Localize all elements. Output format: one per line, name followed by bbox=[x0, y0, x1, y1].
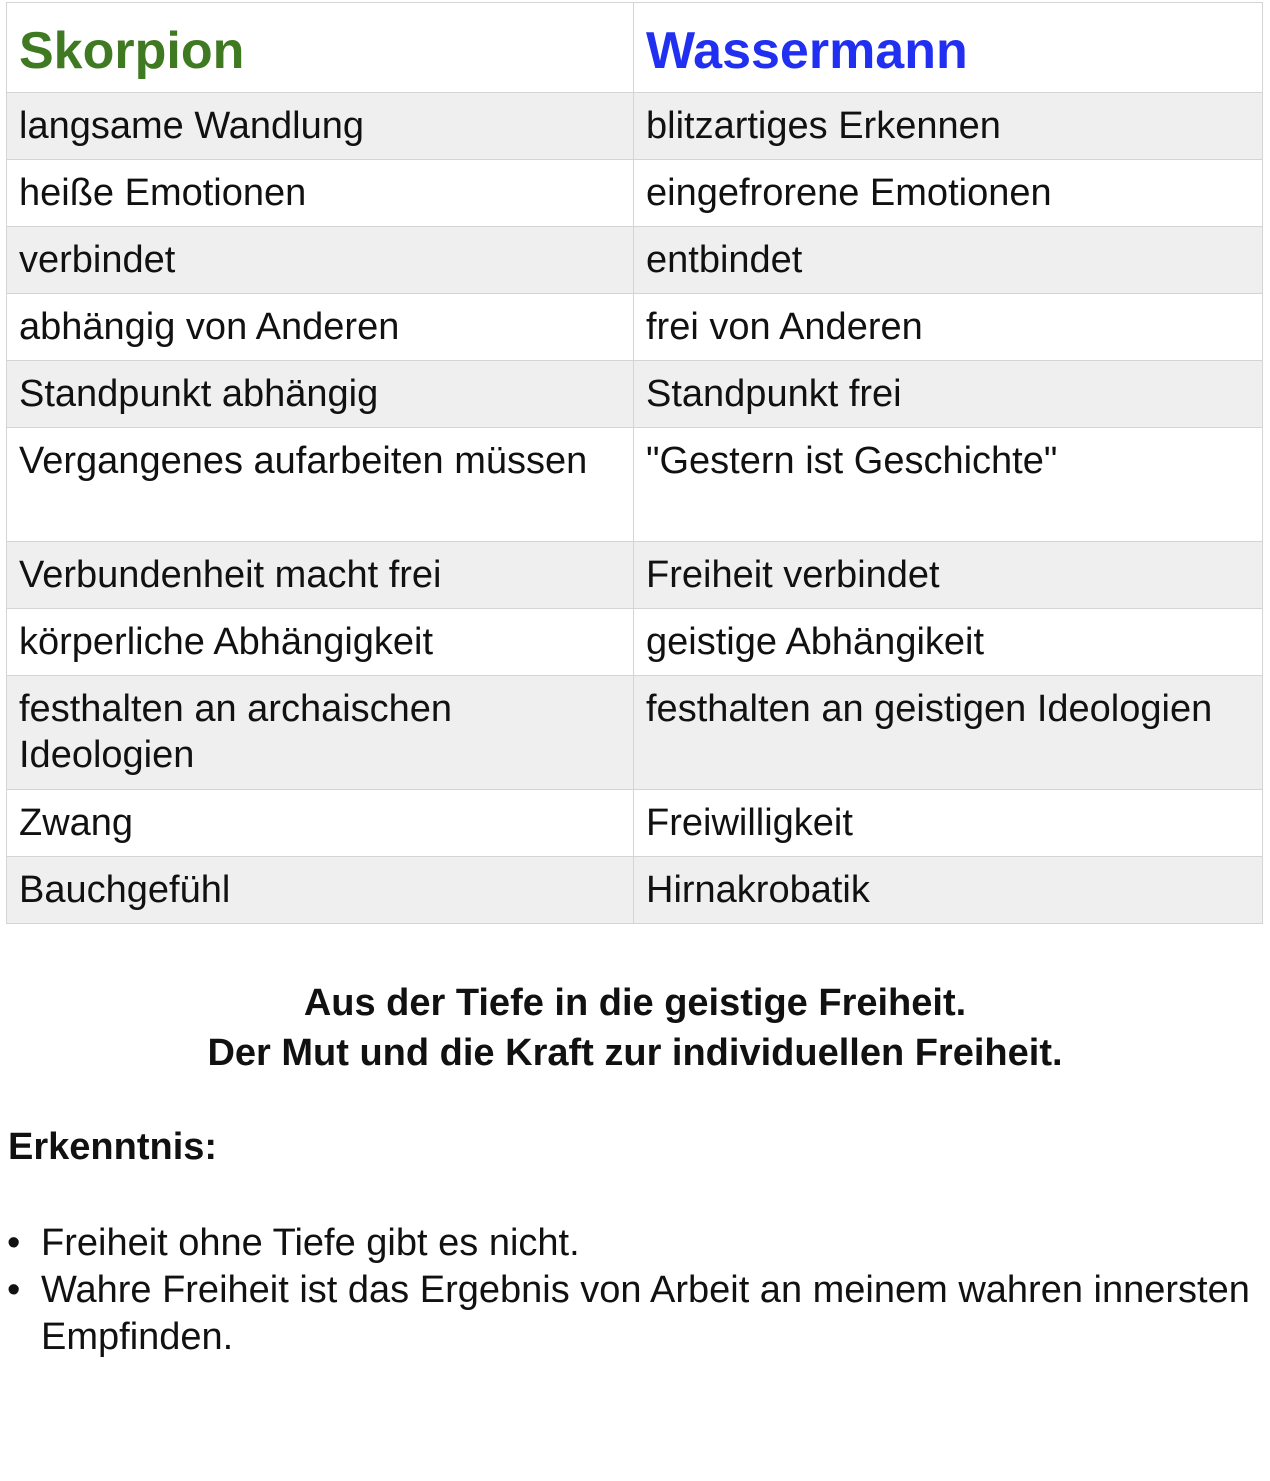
cell-wassermann: entbindet bbox=[634, 227, 1263, 294]
table-row bbox=[7, 93, 1263, 160]
cell-wassermann: blitzartiges Erkennen bbox=[634, 93, 1263, 160]
cell-skorpion: festhalten an archaischen Ideologien bbox=[7, 676, 634, 790]
table-row bbox=[7, 857, 1263, 924]
cell-skorpion: heiße Emotionen bbox=[7, 160, 634, 227]
table-row bbox=[7, 227, 1263, 294]
cell-wassermann: "Gestern ist Geschichte" bbox=[634, 428, 1263, 542]
cell-skorpion: Standpunkt abhängig bbox=[7, 361, 634, 428]
motto bbox=[0, 978, 1270, 1078]
list-item bbox=[0, 1220, 1250, 1267]
cell-wassermann: geistige Abhängikeit bbox=[634, 609, 1263, 676]
table-row bbox=[7, 790, 1263, 857]
header-wassermann: Wassermann bbox=[634, 3, 1263, 93]
insight-list bbox=[0, 1220, 1250, 1361]
motto-line: Der Mut und die Kraft zur individuellen Freiheit. bbox=[207, 1032, 1063, 1074]
cell-wassermann: Hirnakrobatik bbox=[634, 857, 1263, 924]
comparison-table bbox=[6, 2, 1263, 924]
table-row bbox=[7, 428, 1263, 542]
cell-skorpion: langsame Wandlung bbox=[7, 93, 634, 160]
list-item bbox=[0, 1267, 1250, 1361]
cell-wassermann: eingefrorene Emotionen bbox=[634, 160, 1263, 227]
motto-line: Aus der Tiefe in die geistige Freiheit. bbox=[303, 982, 967, 1024]
cell-skorpion: Vergangenes aufarbeiten müssen bbox=[7, 428, 634, 542]
table-header-row bbox=[7, 3, 1263, 93]
table-row bbox=[7, 676, 1263, 790]
table-row bbox=[7, 160, 1263, 227]
list-item-text: Wahre Freiheit ist das Ergebnis von Arbeit an meinem wahren innersten Empfinden. bbox=[41, 1269, 1250, 1358]
cell-wassermann: frei von Anderen bbox=[634, 294, 1263, 361]
cell-skorpion: Verbundenheit macht frei bbox=[7, 542, 634, 609]
cell-wassermann: Freiheit verbindet bbox=[634, 542, 1263, 609]
table-row bbox=[7, 542, 1263, 609]
bullet-point: • bbox=[7, 1222, 21, 1264]
cell-wassermann: festhalten an geistigen Ideologien bbox=[634, 676, 1263, 790]
list-item-text: Freiheit ohne Tiefe gibt es nicht. bbox=[41, 1222, 580, 1264]
cell-skorpion: verbindet bbox=[7, 227, 634, 294]
table-row bbox=[7, 294, 1263, 361]
cell-skorpion: Zwang bbox=[7, 790, 634, 857]
insight-heading: Erkenntnis: bbox=[8, 1126, 218, 1168]
table-row bbox=[7, 609, 1263, 676]
cell-skorpion: Bauchgefühl bbox=[7, 857, 634, 924]
bullet-point: • bbox=[7, 1269, 21, 1311]
cell-wassermann: Standpunkt frei bbox=[634, 361, 1263, 428]
cell-skorpion: körperliche Abhängigkeit bbox=[7, 609, 634, 676]
cell-wassermann: Freiwilligkeit bbox=[634, 790, 1263, 857]
table-row bbox=[7, 361, 1263, 428]
cell-skorpion: abhängig von Anderen bbox=[7, 294, 634, 361]
header-skorpion: Skorpion bbox=[7, 3, 634, 93]
